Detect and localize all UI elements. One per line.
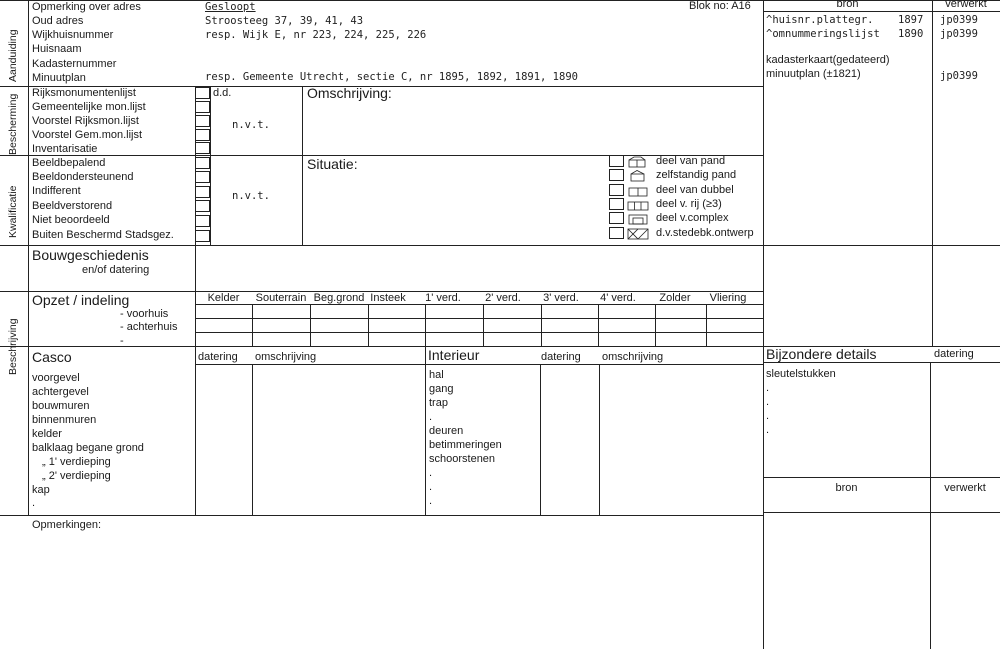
- checkbox[interactable]: [609, 212, 624, 224]
- value-nvt: n.v.t.: [232, 190, 270, 202]
- casco-item: „ 1' verdieping: [42, 456, 111, 468]
- interieur-col-datering: datering: [541, 351, 581, 363]
- checkbox[interactable]: [195, 142, 210, 154]
- label-beeldbepalend: Beeldbepalend: [32, 157, 106, 169]
- situatie-option: d.v.stedebk.ontwerp: [656, 227, 754, 239]
- rule: [706, 304, 707, 346]
- casco-item: binnenmuren: [32, 414, 97, 426]
- rule: [0, 245, 1000, 246]
- checkbox[interactable]: [609, 227, 624, 239]
- partial-building-icon: [627, 156, 649, 168]
- checkbox[interactable]: [195, 101, 210, 113]
- opmerkingen-label: Opmerkingen:: [32, 519, 102, 531]
- checkbox[interactable]: [195, 157, 210, 169]
- details-col-datering: datering: [934, 348, 974, 360]
- situatie-option: deel van pand: [656, 155, 726, 167]
- interieur-item: .: [429, 495, 433, 507]
- rule: [252, 304, 253, 346]
- col-bron-header: bron: [836, 0, 859, 10]
- rule: [599, 364, 600, 515]
- label-voorstel-rijksmon: Voorstel Rijksmon.lijst: [32, 115, 139, 127]
- opzet-row-label: - achterhuis: [120, 321, 178, 333]
- casco-item: .: [32, 497, 36, 509]
- value-minuutplan: resp. Gemeente Utrecht, sectie C, nr 1895, 1892, 1891, 1890: [205, 71, 578, 83]
- opzet-col-header: Zolder: [659, 292, 691, 304]
- details-verwerkt: verwerkt: [944, 482, 986, 494]
- datering-sub: en/of datering: [82, 264, 150, 276]
- label-beeldverstorend: Beeldverstorend: [32, 200, 113, 212]
- checkbox[interactable]: [195, 215, 210, 227]
- checkbox[interactable]: [609, 155, 624, 167]
- rule: [210, 86, 211, 245]
- interieur-item: .: [429, 467, 433, 479]
- rule: [195, 364, 763, 365]
- rule: [541, 304, 542, 346]
- semi-detached-icon: [627, 185, 649, 197]
- opzet-col-header: Insteek: [370, 292, 406, 304]
- opzet-col-header: Souterrain: [255, 292, 307, 304]
- checkbox[interactable]: [195, 186, 210, 198]
- opzet-col-header: 4' verd.: [600, 292, 636, 304]
- bron-entry: kadasterkaart(gedateerd): [766, 54, 890, 66]
- bron-verwerkt: jp0399: [940, 70, 978, 82]
- rule: [763, 11, 1000, 12]
- label-huisnaam: Huisnaam: [32, 43, 82, 55]
- details-item: .: [766, 410, 770, 422]
- bron-entry: minuutplan (±1821): [766, 68, 861, 80]
- rule: [763, 512, 1000, 513]
- section-beschrijving: Beschrijving: [7, 318, 19, 375]
- rule: [425, 346, 426, 515]
- interieur-item: .: [429, 411, 433, 423]
- opzet-row-label: -: [120, 335, 124, 347]
- label-beeldondersteunend: Beeldondersteunend: [32, 171, 134, 183]
- col-verwerkt-header: verwerkt: [945, 0, 987, 10]
- casco-item: kap: [32, 484, 50, 496]
- value-oud-adres: Stroosteeg 37, 39, 41, 43: [205, 15, 364, 27]
- casco-item: „ 2' verdieping: [42, 470, 111, 482]
- interieur-title: Interieur: [428, 347, 480, 363]
- rule: [195, 332, 763, 333]
- rule: [930, 362, 931, 649]
- details-item: .: [766, 396, 770, 408]
- bron-verwerkt: jp0399: [940, 14, 978, 26]
- casco-col-datering: datering: [198, 351, 238, 363]
- rule: [763, 477, 1000, 478]
- interieur-item: schoorstenen: [429, 453, 496, 465]
- checkbox[interactable]: [609, 169, 624, 181]
- rule: [483, 304, 484, 346]
- casco-item: balklaag begane grond: [32, 442, 144, 454]
- label-opmerking-adres: Opmerking over adres: [32, 1, 141, 13]
- opzet-col-header: Beg.grond: [313, 292, 365, 304]
- rule: [598, 304, 599, 346]
- opzet-col-header: 1' verd.: [425, 292, 461, 304]
- detached-building-icon: [627, 170, 649, 182]
- interieur-item: trap: [429, 397, 448, 409]
- casco-item: achtergevel: [32, 386, 89, 398]
- situatie-option: deel v.complex: [656, 212, 729, 224]
- bron-year: 1890: [898, 28, 924, 40]
- casco-col-omschrijving: omschrijving: [255, 351, 317, 363]
- bron-entry: ^omnummeringslijst: [766, 28, 880, 40]
- bron-verwerkt: jp0399: [940, 28, 978, 40]
- label-rijksmonumentenlijst: Rijksmonumentenlijst: [32, 87, 136, 99]
- interieur-col-omschrijving: omschrijving: [602, 351, 664, 363]
- situatie-label: Situatie:: [307, 156, 358, 172]
- opzet-col-header: Vliering: [709, 292, 747, 304]
- opzet-row-label: - voorhuis: [120, 308, 169, 320]
- details-title: Bijzondere details: [766, 346, 877, 362]
- label-buiten-beschermd: Buiten Beschermd Stadsgez.: [32, 229, 174, 241]
- interieur-item: deuren: [429, 425, 464, 437]
- checkbox[interactable]: [195, 115, 210, 127]
- omschrijving-label: Omschrijving:: [307, 85, 392, 101]
- rule: [932, 0, 933, 346]
- value-gesloopt: Gesloopt: [205, 1, 256, 13]
- label-inventarisatie: Inventarisatie: [32, 143, 98, 155]
- casco-item: voorgevel: [32, 372, 80, 384]
- value-wijk: resp. Wijk E, nr 223, 224, 225, 226: [205, 29, 427, 41]
- rule: [655, 304, 656, 346]
- rule: [310, 304, 311, 346]
- rule: [763, 362, 1000, 363]
- rule: [540, 364, 541, 515]
- rule: [368, 304, 369, 346]
- situatie-option: deel van dubbel: [656, 184, 734, 196]
- bron-year: 1897: [898, 14, 924, 26]
- interieur-item: .: [429, 481, 433, 493]
- rule: [252, 364, 253, 515]
- interieur-item: betimmeringen: [429, 439, 502, 451]
- checkbox[interactable]: [609, 184, 624, 196]
- row-houses-icon: [627, 199, 649, 211]
- label-kadasternummer: Kadasternummer: [32, 58, 117, 70]
- value-nvt: n.v.t.: [232, 119, 270, 131]
- casco-item: bouwmuren: [32, 400, 90, 412]
- section-bescherming: Bescherming: [7, 93, 19, 155]
- dd-label: d.d.: [213, 87, 232, 99]
- label-wijkhuisnummer: Wijkhuisnummer: [32, 29, 114, 41]
- rule: [763, 0, 764, 649]
- blok-number: Blok no: A16: [689, 0, 751, 12]
- rule: [425, 304, 426, 346]
- checkbox[interactable]: [195, 230, 210, 242]
- opzet-title: Opzet / indeling: [32, 292, 130, 308]
- section-aanduiding: Aanduiding: [7, 29, 19, 82]
- checkbox[interactable]: [195, 200, 210, 212]
- rule: [0, 515, 763, 516]
- interieur-item: gang: [429, 383, 454, 395]
- casco-item: kelder: [32, 428, 62, 440]
- label-minuutplan: Minuutplan: [32, 72, 86, 84]
- section-kwalificatie: Kwalificatie: [7, 185, 19, 238]
- situatie-option: deel v. rij (≥3): [656, 198, 722, 210]
- details-item: .: [766, 382, 770, 394]
- complex-icon: [627, 213, 649, 225]
- rule: [302, 86, 303, 245]
- details-item: sleutelstukken: [766, 368, 836, 380]
- checkbox[interactable]: [609, 198, 624, 210]
- opzet-col-header: Kelder: [207, 292, 240, 304]
- details-bron: bron: [835, 482, 858, 494]
- rule: [28, 0, 29, 515]
- rule: [195, 318, 763, 319]
- checkbox[interactable]: [195, 171, 210, 183]
- opzet-col-header: 2' verd.: [485, 292, 521, 304]
- bouwgeschiedenis-title: Bouwgeschiedenis: [32, 247, 149, 263]
- casco-title: Casco: [32, 349, 72, 365]
- label-niet-beoordeeld: Niet beoordeeld: [32, 214, 110, 226]
- bron-entry: ^huisnr.plattegr.: [766, 14, 874, 26]
- opzet-col-header: 3' verd.: [543, 292, 579, 304]
- checkbox[interactable]: [195, 129, 210, 141]
- situatie-option: zelfstandig pand: [656, 169, 737, 181]
- label-voorstel-gemmon: Voorstel Gem.mon.lijst: [32, 129, 143, 141]
- label-indifferent: Indifferent: [32, 185, 81, 197]
- interieur-item: hal: [429, 369, 444, 381]
- label-oud-adres: Oud adres: [32, 15, 84, 27]
- urban-design-icon: [627, 228, 649, 240]
- details-item: .: [766, 424, 770, 436]
- checkbox[interactable]: [195, 87, 210, 99]
- label-gemeentelijke-lijst: Gemeentelijke mon.lijst: [32, 101, 146, 113]
